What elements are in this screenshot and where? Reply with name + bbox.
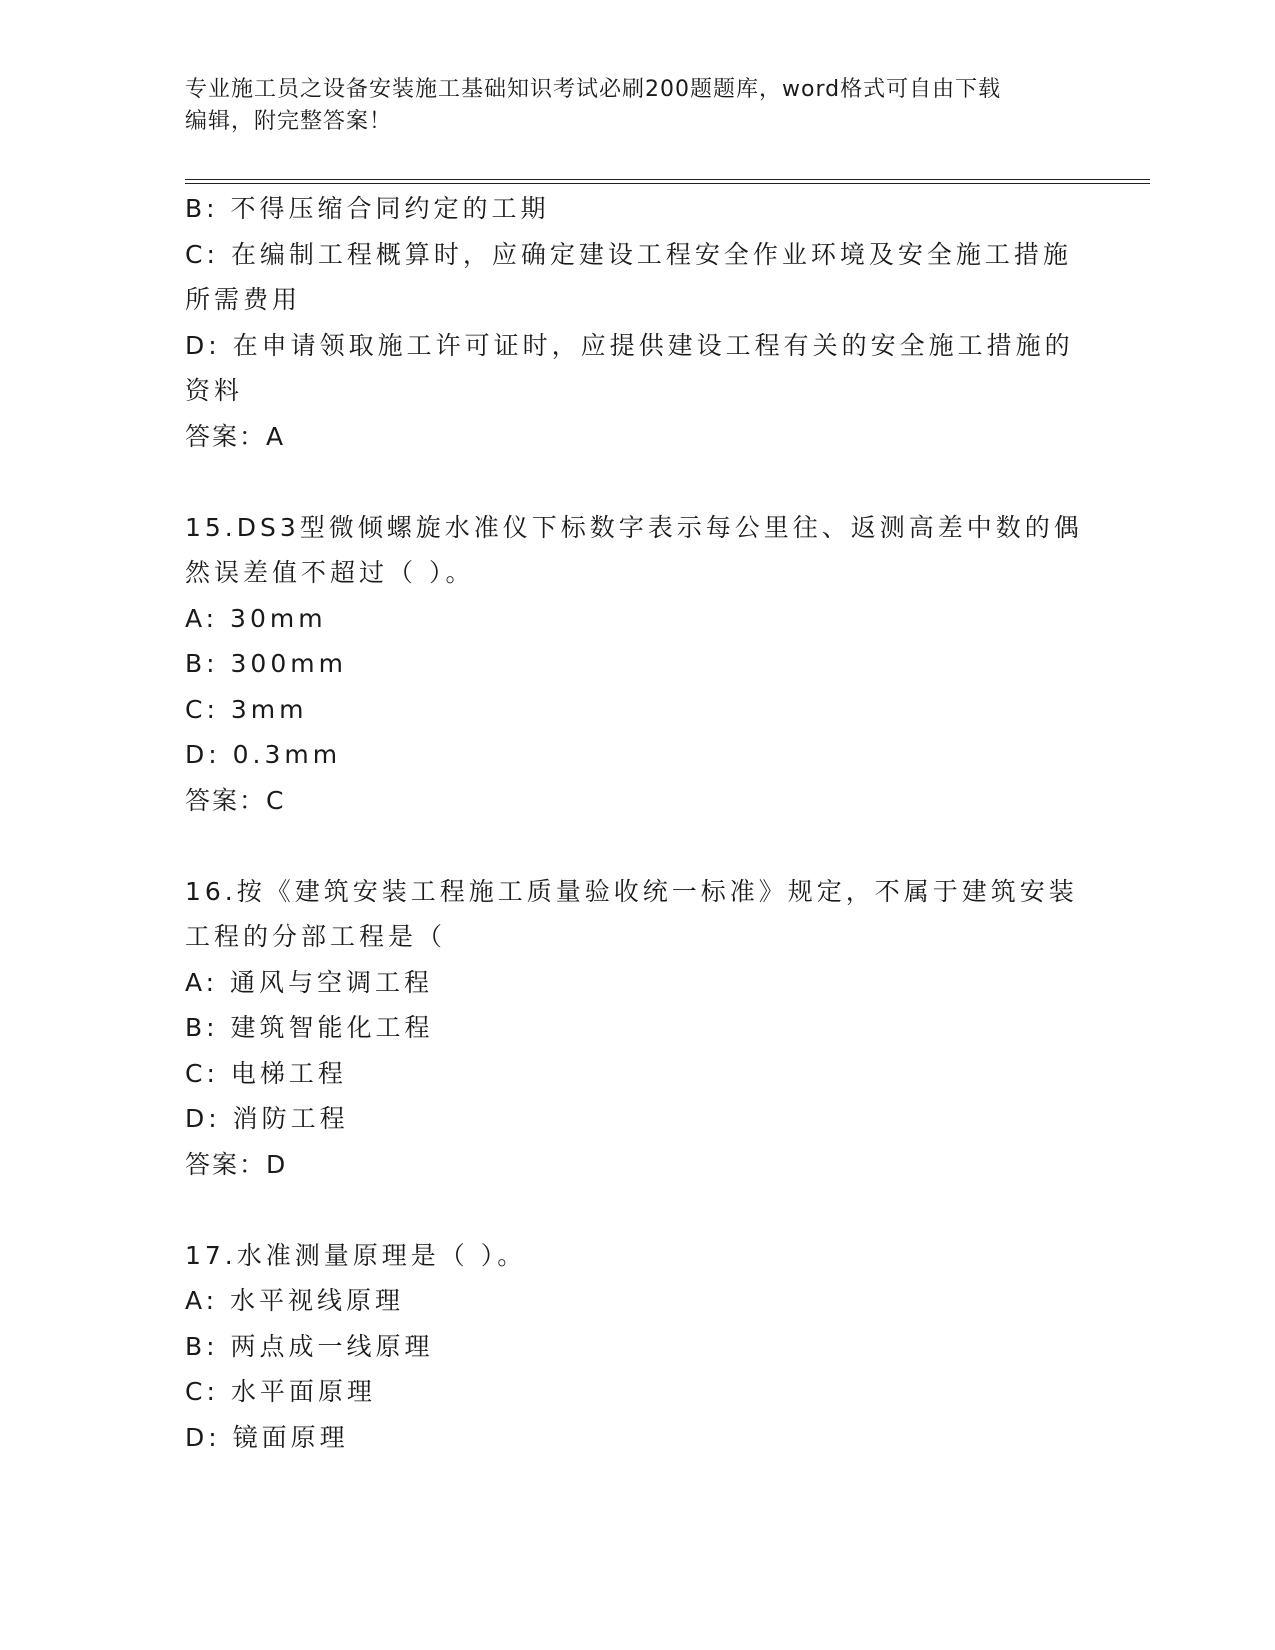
question-16 — [185, 869, 1085, 1188]
option-b: B: 300mm — [185, 649, 347, 678]
option-a: A: 通风与空调工程 — [185, 967, 434, 997]
option-d: D: 消防工程 — [185, 1104, 349, 1133]
option-d: D: 在申请领取施工许可证时，应提供建设工程有关的安全施工措施的 — [185, 330, 1074, 360]
question-14 — [185, 186, 1085, 459]
question-stem: 17.水准测量原理是（ ）。 — [185, 1240, 527, 1270]
question-stem: 15.DS3型微倾螺旋水准仪下标数字表示每公里往、返测高差中数的偶 — [185, 512, 1083, 542]
option-d-continued: 资料 — [185, 376, 244, 405]
option-b: B: 建筑智能化工程 — [185, 1013, 434, 1042]
header-divider-top — [185, 179, 1150, 180]
question-list — [185, 186, 1085, 1460]
option-c: C: 3mm — [185, 694, 308, 724]
question-17 — [185, 1233, 1085, 1461]
option-a: A: 水平视线原理 — [185, 1286, 405, 1315]
answer: 答案：A — [185, 421, 286, 451]
header-divider-bottom — [185, 183, 1150, 184]
option-d: D: 镜面原理 — [185, 1422, 349, 1452]
question-stem-continued: 工程的分部工程是（ — [185, 922, 447, 951]
question-stem: 16.按《建筑安装工程施工质量验收统一标准》规定，不属于建筑安装 — [185, 876, 1078, 906]
option-b: B: 不得压缩合同约定的工期 — [185, 194, 550, 223]
answer: 答案：C — [185, 785, 286, 815]
question-spacer — [185, 823, 1085, 869]
question-spacer — [185, 459, 1085, 505]
header-title-line-1: 专业施工员之设备安装施工基础知识考试必刷200题题库，word格式可自由下载 — [185, 77, 1002, 102]
option-a: A: 30mm — [185, 603, 327, 633]
option-b: B: 两点成一线原理 — [185, 1331, 434, 1361]
answer: 答案：D — [185, 1149, 288, 1179]
option-c: C: 电梯工程 — [185, 1058, 347, 1088]
option-c: C: 在编制工程概算时，应确定建设工程安全作业环境及安全施工措施 — [185, 239, 1072, 269]
header-title-line-2: 编辑，附完整答案！ — [185, 109, 393, 134]
option-d: D: 0.3mm — [185, 740, 342, 769]
question-spacer — [185, 1187, 1085, 1233]
question-15 — [185, 505, 1085, 824]
option-c-continued: 所需费用 — [185, 285, 302, 314]
question-stem-continued: 然误差值不超过（ ）。 — [185, 558, 475, 587]
document-header — [185, 74, 1065, 138]
option-c: C: 水平面原理 — [185, 1377, 376, 1406]
